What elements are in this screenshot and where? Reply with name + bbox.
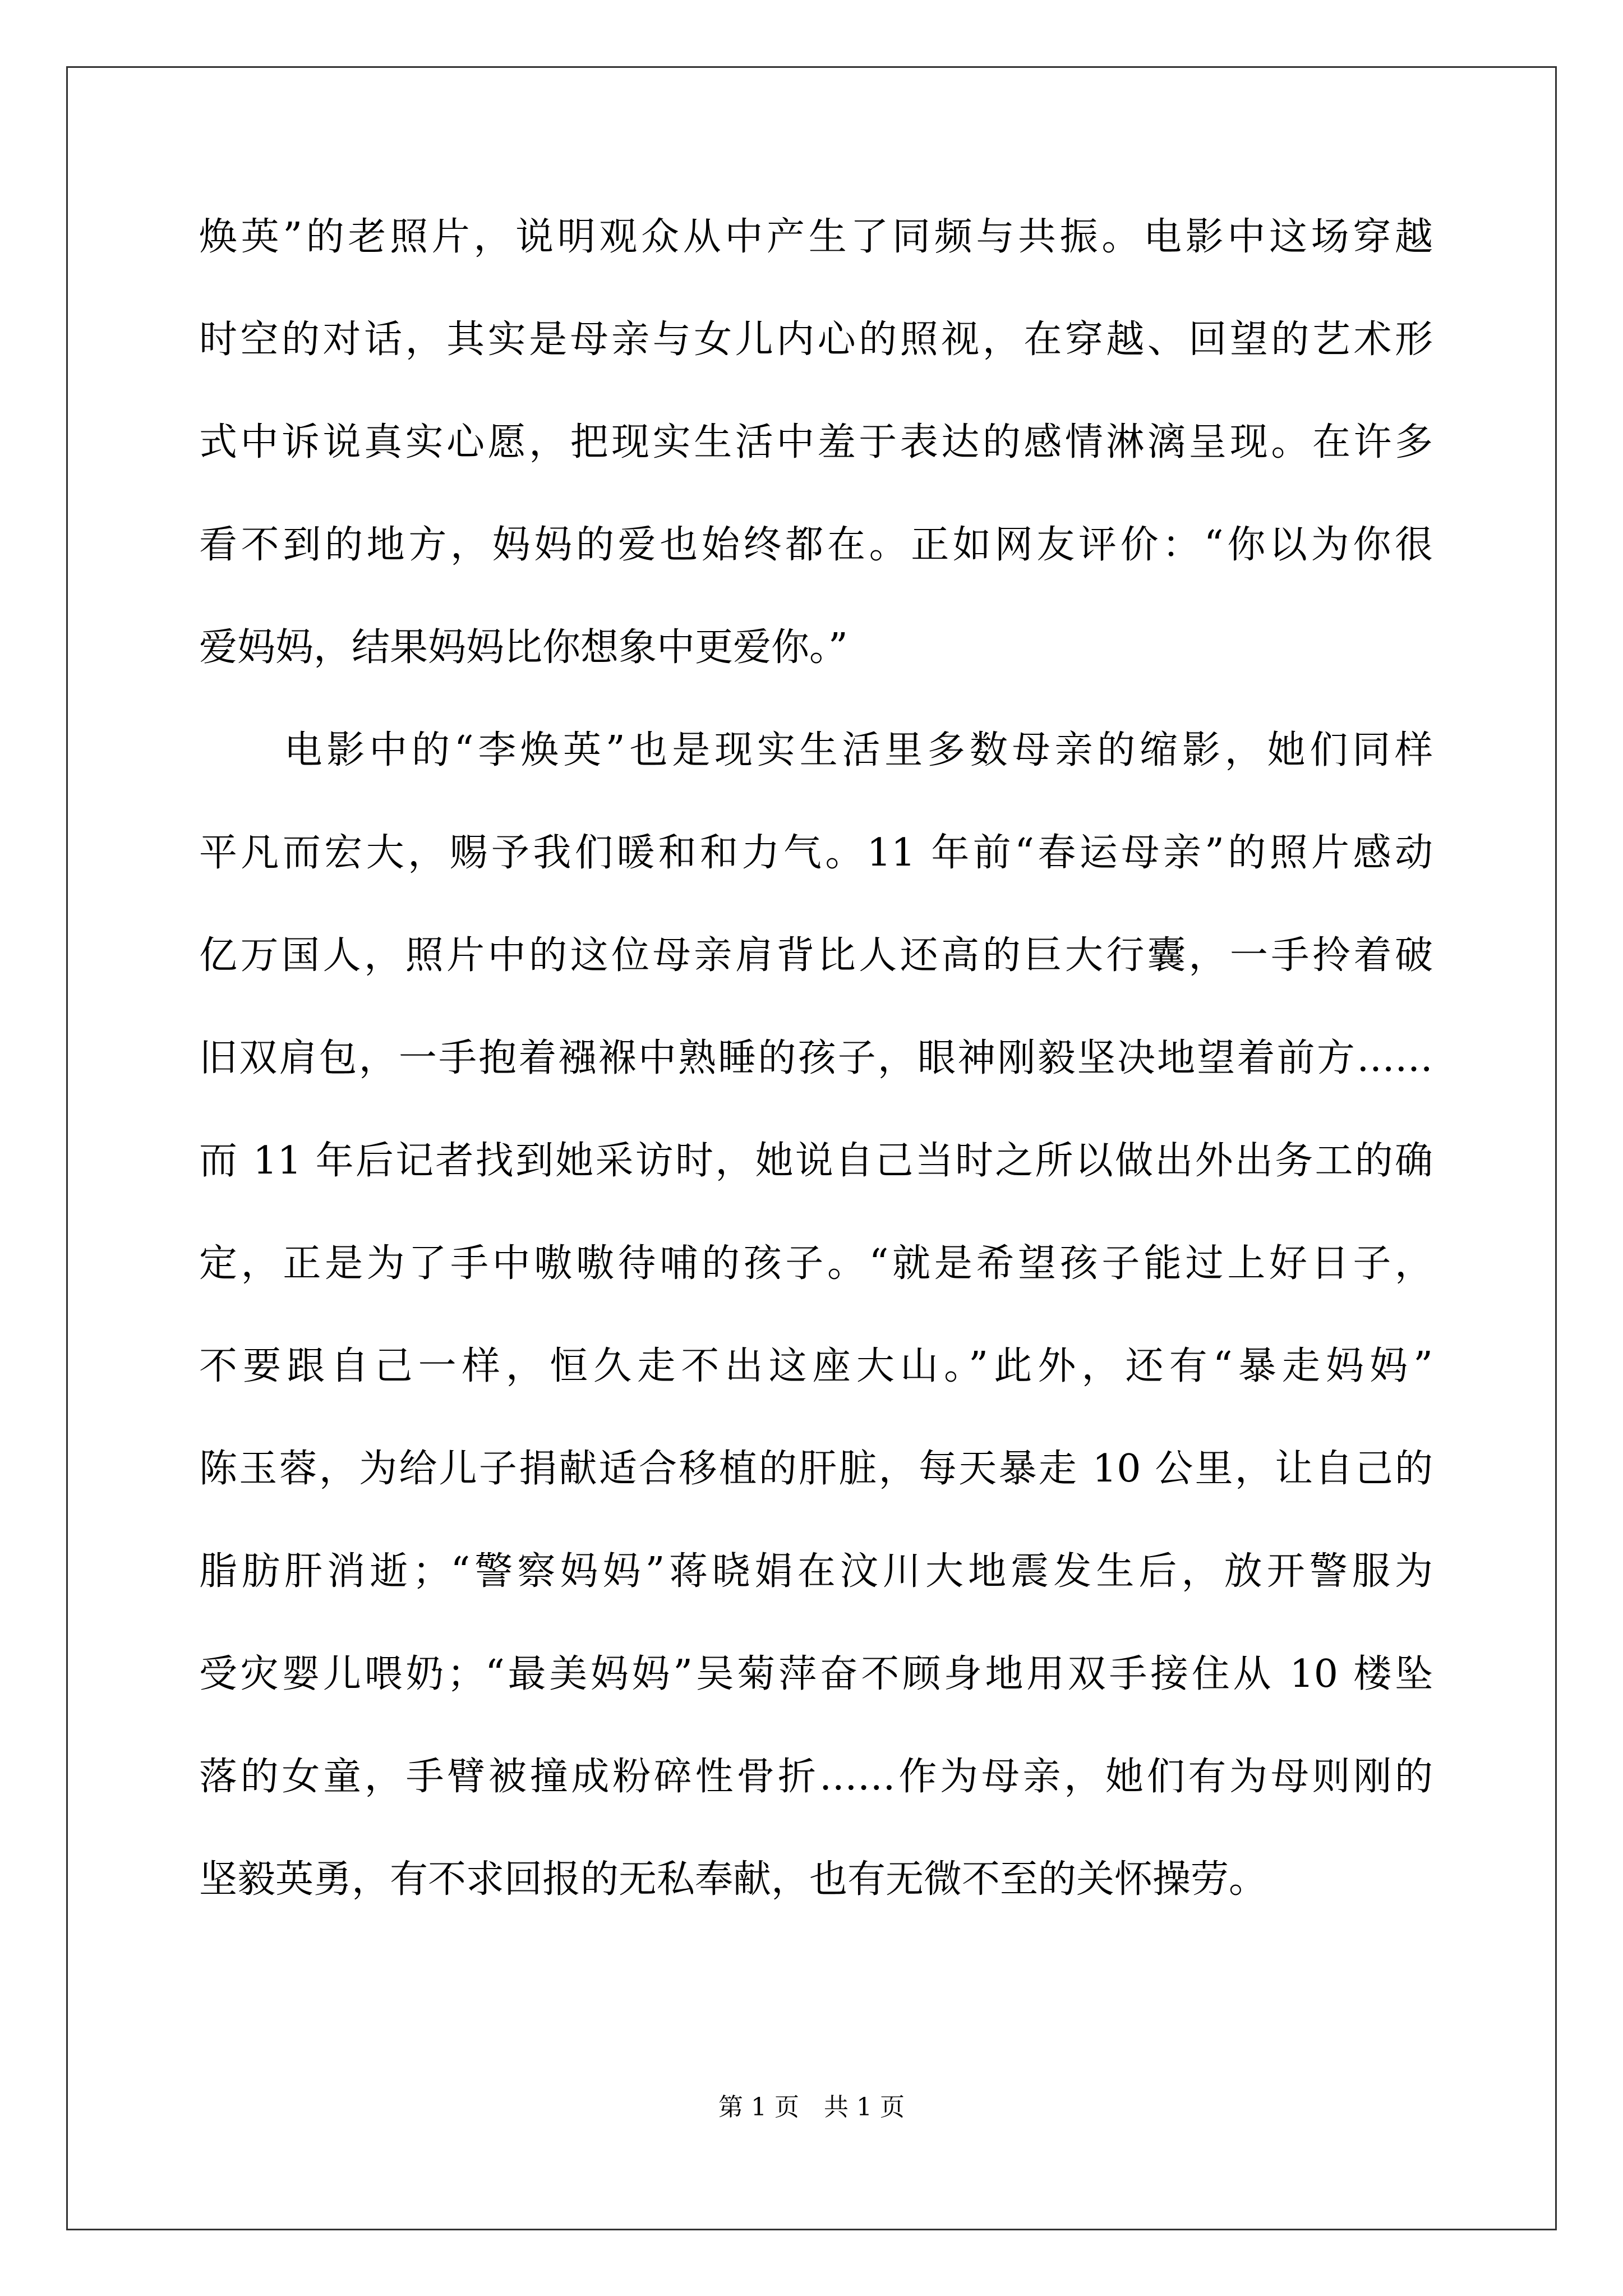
paragraph-2	[199, 721, 1433, 1953]
text-line: 平凡而宏大，赐予我们暖和和力气。11 年前“春运母亲”的照片感动	[199, 831, 1433, 875]
paragraph-1	[199, 208, 1433, 721]
text-line: 亿万国人，照片中的这位母亲肩背比人还高的巨大行囊，一手拎着破	[199, 933, 1433, 978]
text-line: 焕英”的老照片，说明观众从中产生了同频与共振。电影中这场穿越	[199, 215, 1433, 259]
page-footer: 第 1 页 共 1 页	[718, 2093, 905, 2122]
text-line: 而 11 年后记者找到她采访时，她说自己当时之所以做出外出务工的确	[199, 1139, 1433, 1183]
text-line: 受灾婴儿喂奶；“最美妈妈”吴菊萍奋不顾身地用双手接住从 10 楼坠	[199, 1652, 1433, 1696]
text-line: 时空的对话，其实是母亲与女儿内心的照视，在穿越、回望的艺术形	[199, 318, 1433, 362]
document-body	[199, 208, 1433, 1953]
text-line: 旧双肩包，一手抱着襁褓中熟睡的孩子，眼神刚毅坚决地望着前方……	[199, 1036, 1433, 1080]
text-line: 电影中的“李焕英”也是现实生活里多数母亲的缩影，她们同样	[199, 728, 1433, 772]
text-line: 爱妈妈，结果妈妈比你想象中更爱你。”	[199, 625, 848, 670]
text-line: 脂肪肝消逝；“警察妈妈”蒋晓娟在汶川大地震发生后，放开警服为	[199, 1549, 1433, 1594]
text-line: 式中诉说真实心愿，把现实生活中羞于表达的感情淋漓呈现。在许多	[199, 420, 1433, 464]
text-line: 定，正是为了手中嗷嗷待哺的孩子。“就是希望孩子能过上好日子，	[199, 1241, 1433, 1286]
text-line: 看不到的地方，妈妈的爱也始终都在。正如网友评价：“你以为你很	[199, 523, 1433, 567]
text-line: 落的女童，手臂被撞成粉碎性骨折……作为母亲，她们有为母则刚的	[199, 1755, 1433, 1799]
text-line: 陈玉蓉，为给儿子捐献适合移植的肝脏，每天暴走 10 公里，让自己的	[199, 1447, 1433, 1491]
text-line: 坚毅英勇，有不求回报的无私奉献，也有无微不至的关怀操劳。	[199, 1857, 1267, 1902]
text-line: 不要跟自己一样，恒久走不出这座大山。”此外，还有“暴走妈妈”	[199, 1344, 1433, 1388]
